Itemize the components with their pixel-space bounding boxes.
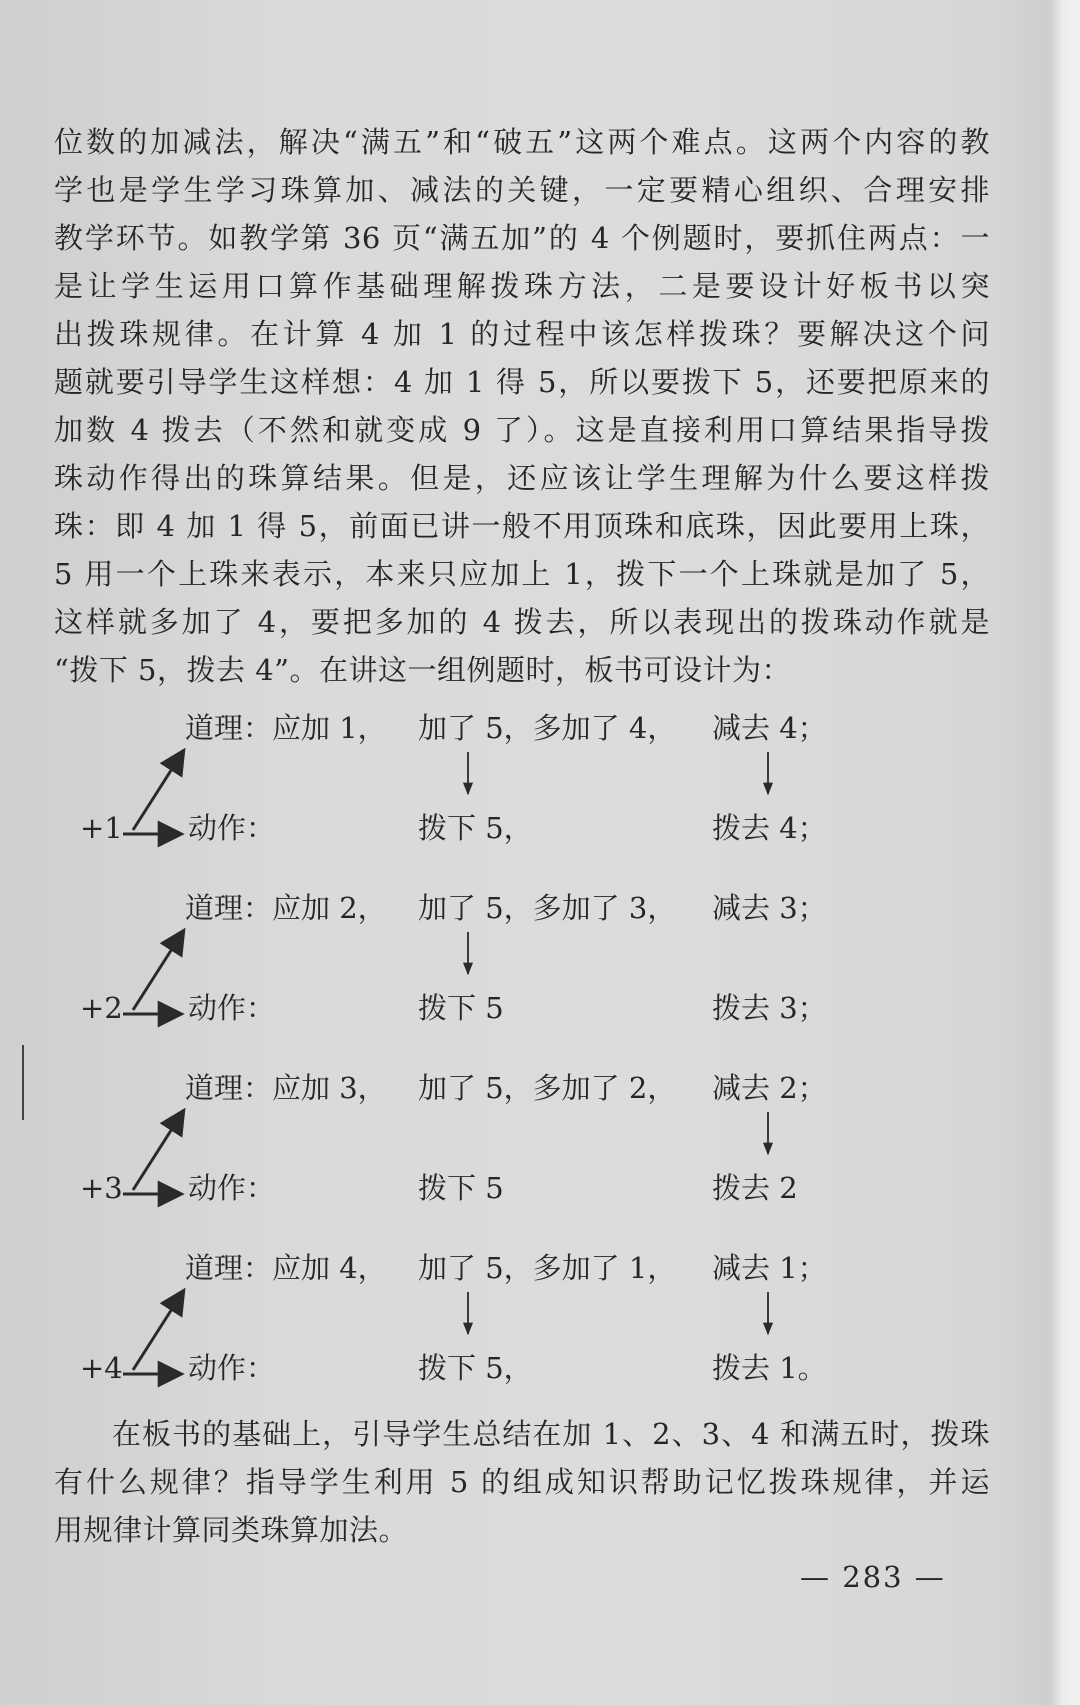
board-subtract: 减去 3； — [712, 891, 827, 925]
board-push-away: 拨去 2 — [712, 1171, 798, 1205]
board-subtract: 减去 4； — [712, 711, 827, 745]
board-action: 动作： — [188, 991, 276, 1025]
board-operation: +2 — [80, 991, 123, 1025]
text-line: 在板书的基础上，引导学生总结在加 1、2、3、4 和满五时，拨珠 — [112, 1417, 990, 1451]
board-action: 动作： — [188, 1351, 276, 1385]
text-line: 教学环节。如教学第 36 页“满五加”的 4 个例题时，要抓住两点：一 — [54, 221, 990, 255]
top-paragraph — [54, 118, 990, 694]
text-line: 是让学生运用口算作基础理解拨珠方法，二是要设计好板书以突 — [54, 269, 990, 303]
text-line: 题就要引导学生这样想：4 加 1 得 5，所以要拨下 5，还要把原来的 — [54, 365, 990, 399]
diagonal-arrow — [133, 750, 184, 830]
text-line: 加数 4 拨去（不然和就变成 9 了）。这是直接利用口算结果指导拨 — [54, 413, 990, 447]
text-line: 这样就多加了 4，要把多加的 4 拨去，所以表现出的拨珠动作就是 — [54, 605, 990, 639]
board-push-away: 拨去 3； — [712, 991, 827, 1025]
board-push-down: 拨下 5 — [418, 991, 504, 1025]
board-action: 动作： — [188, 1171, 276, 1205]
board-subtract: 减去 1； — [712, 1251, 827, 1285]
board-added: 加了 5，多加了 1， — [418, 1251, 677, 1285]
board-push-down: 拨下 5 — [418, 1171, 504, 1205]
text-line: 珠：即 4 加 1 得 5，前面已讲一般不用顶珠和底珠，因此要用上珠， — [54, 509, 990, 543]
diagonal-arrow — [133, 930, 184, 1010]
board-action: 动作： — [188, 811, 276, 845]
diagonal-arrow — [133, 1110, 184, 1190]
text-line: 有什么规律？指导学生利用 5 的组成知识帮助记忆拨珠规律，并运 — [54, 1465, 990, 1499]
board-added: 加了 5，多加了 3， — [418, 891, 677, 925]
margin-pencil-mark — [22, 1045, 24, 1120]
board-subtract: 减去 2； — [712, 1071, 827, 1105]
board-reason: 道理：应加 4， — [185, 1251, 387, 1285]
board-reason: 道理：应加 3， — [185, 1071, 387, 1105]
board-operation: +3 — [80, 1171, 123, 1205]
page-number: — 283 — — [800, 1560, 946, 1594]
text-line: 学也是学生学习珠算加、减法的关键，一定要精心组织、合理安排 — [54, 173, 990, 207]
text-line: 出拨珠规律。在计算 4 加 1 的过程中该怎样拨珠？要解决这个问 — [54, 317, 990, 351]
text-line: 5 用一个上珠来表示，本来只应加上 1，拨下一个上珠就是加了 5， — [54, 557, 990, 591]
text-line: “拨下 5，拨去 4”。在讲这一组例题时，板书可设计为： — [54, 653, 791, 687]
board-reason: 道理：应加 2， — [185, 891, 387, 925]
text-line: 珠动作得出的珠算结果。但是，还应该让学生理解为什么要这样拨 — [54, 461, 990, 495]
board-push-away: 拨去 4； — [712, 811, 827, 845]
board-added: 加了 5，多加了 4， — [418, 711, 677, 745]
text-line: 用规律计算同类珠算加法。 — [54, 1513, 409, 1547]
board-reason: 道理：应加 1， — [185, 711, 387, 745]
board-operation: +1 — [80, 811, 123, 845]
board-push-down: 拨下 5， — [418, 811, 533, 845]
bottom-paragraph — [54, 1410, 990, 1554]
text-line: 位数的加减法，解决“满五”和“破五”这两个难点。这两个内容的教 — [54, 125, 990, 159]
board-push-down: 拨下 5， — [418, 1351, 533, 1385]
board-added: 加了 5，多加了 2， — [418, 1071, 677, 1105]
diagonal-arrow — [133, 1290, 184, 1370]
board-operation: +4 — [80, 1351, 123, 1385]
board-push-away: 拨去 1。 — [712, 1351, 827, 1385]
page-edge-highlight — [1050, 0, 1080, 1705]
